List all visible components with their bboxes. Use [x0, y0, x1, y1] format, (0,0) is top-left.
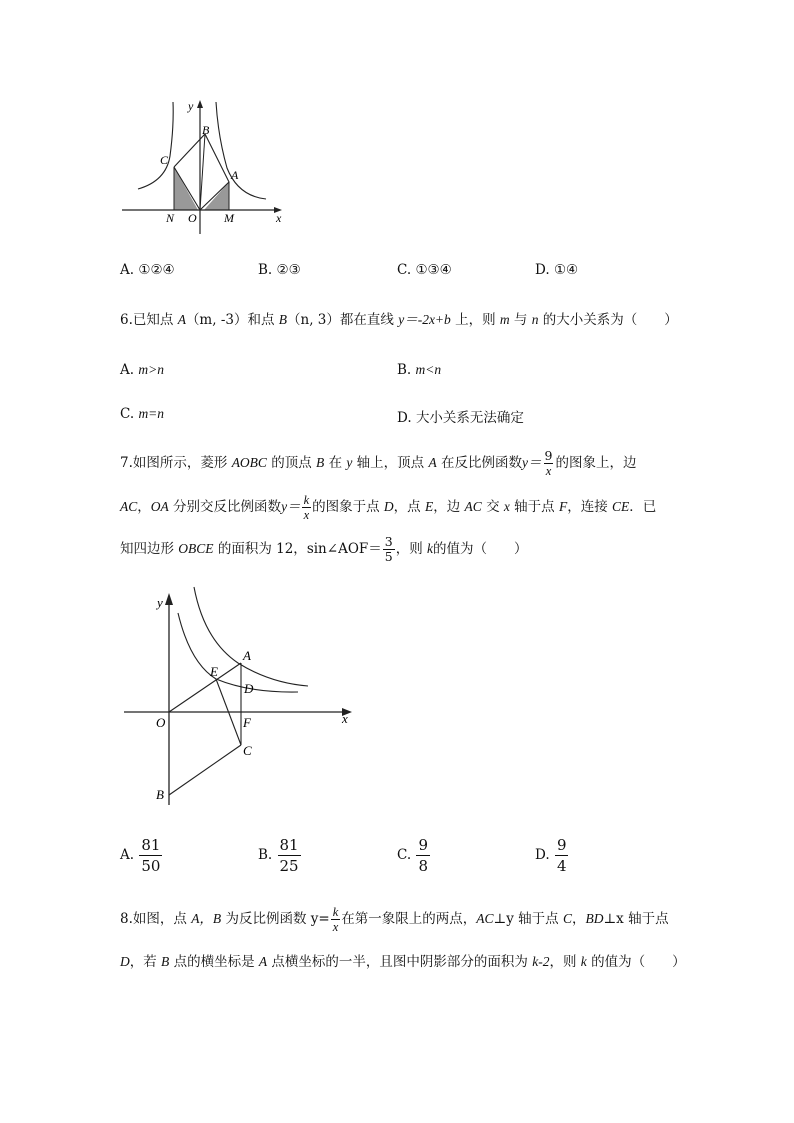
hyperbola-left: [138, 102, 173, 189]
q5-option-a[interactable]: [120, 262, 175, 278]
label-y: y: [157, 595, 163, 610]
q6-stem: 6.已知点 A（m, -3）和点 B（n, 3）都在直线 y＝-2x+b 上，则 m 与 n 的大小关系为（ ）: [120, 312, 678, 328]
q7-stem-line-1: 7.如图所示，菱形 AOBC 的顶点 B 在 y 轴上，顶点 A 在反比例函数y＝ $\frac{9}{x}$ 的图象上，边: [120, 448, 637, 478]
label-y: y: [188, 99, 194, 113]
label-A: A: [243, 648, 251, 663]
label-D: D: [244, 681, 254, 696]
q6-option-c[interactable]: C. m=n: [120, 406, 165, 422]
label-C: C: [160, 153, 169, 167]
label-O: O: [188, 211, 197, 225]
label-C: C: [243, 743, 252, 758]
fraction-9-over-x: $\frac{9}{x}$: [544, 448, 553, 478]
label-A: A: [231, 168, 239, 182]
q7-stem-line-2: AC，OA 分别交反比例函数y＝ $\frac{k}{x}$ 的图象于点 D，点 E，边 AC 交 x 轴于点 F，连接 CE．已: [120, 493, 657, 522]
q7-stem-line-3: 知四边形 OBCE 的面积为 12，sin∠AOF＝ $\frac{3}{5}$ ，则 k的值为（ ）: [120, 534, 528, 564]
option-text: ②③: [276, 262, 301, 278]
label-E: E: [210, 664, 218, 679]
fraction-3-over-5: $\frac{3}{5}$: [384, 534, 393, 564]
q6-option-b[interactable]: B. m<n: [397, 362, 442, 378]
figure-2-diagram: [120, 585, 356, 811]
q7-option-b[interactable]: B. $\frac{81}{25}$: [258, 836, 299, 875]
figure-1-diagram: [118, 96, 293, 238]
label-x: x: [276, 211, 282, 225]
option-letter: A.: [120, 262, 135, 278]
q5-option-c[interactable]: [397, 262, 452, 278]
option-letter: B.: [258, 262, 273, 278]
q6-option-d[interactable]: D. 大小关系无法确定: [397, 410, 524, 426]
q5-option-b[interactable]: [258, 262, 301, 278]
fraction-k-over-x: $\frac{k}{x}$: [303, 493, 310, 522]
hyperbola-right: [216, 102, 266, 199]
option-letter: D.: [535, 262, 550, 278]
label-M: M: [224, 211, 234, 225]
label-N: N: [166, 211, 175, 225]
option-text: ①④: [553, 262, 579, 278]
label-x: x: [342, 711, 348, 726]
fraction-k-over-x: $\frac{k}{x}$: [332, 905, 339, 934]
rhombus-diagonal: [200, 134, 205, 210]
label-O: O: [156, 715, 166, 730]
option-letter: C.: [397, 262, 412, 278]
label-B: B: [156, 787, 164, 802]
q7-option-c[interactable]: C. $\frac{9}{8}$: [397, 836, 428, 875]
q6-option-a[interactable]: A. m>n: [120, 362, 164, 378]
label-F: F: [243, 715, 251, 730]
label-B: B: [202, 123, 210, 137]
q8-stem-line-1: 8.如图，点 A，B 为反比例函数 y= $\frac{k}{x}$ 在第一象限上的两点，AC⊥y 轴于点 C，BD⊥x 轴于点: [120, 905, 669, 934]
q5-option-d[interactable]: [535, 262, 578, 278]
option-text: ①②④: [138, 262, 175, 278]
q7-option-d[interactable]: D. $\frac{9}{4}$: [535, 836, 567, 875]
q8-stem-line-2: D，若 B 点的横坐标是 A 点横坐标的一半，且图中阴影部分的面积为 k-2，则 k 的值为（ ）: [120, 954, 686, 970]
y-axis-arrow: [197, 100, 203, 108]
option-text: ①③④: [415, 262, 452, 278]
q7-option-a[interactable]: A. $\frac{81}{50}$: [120, 836, 161, 875]
